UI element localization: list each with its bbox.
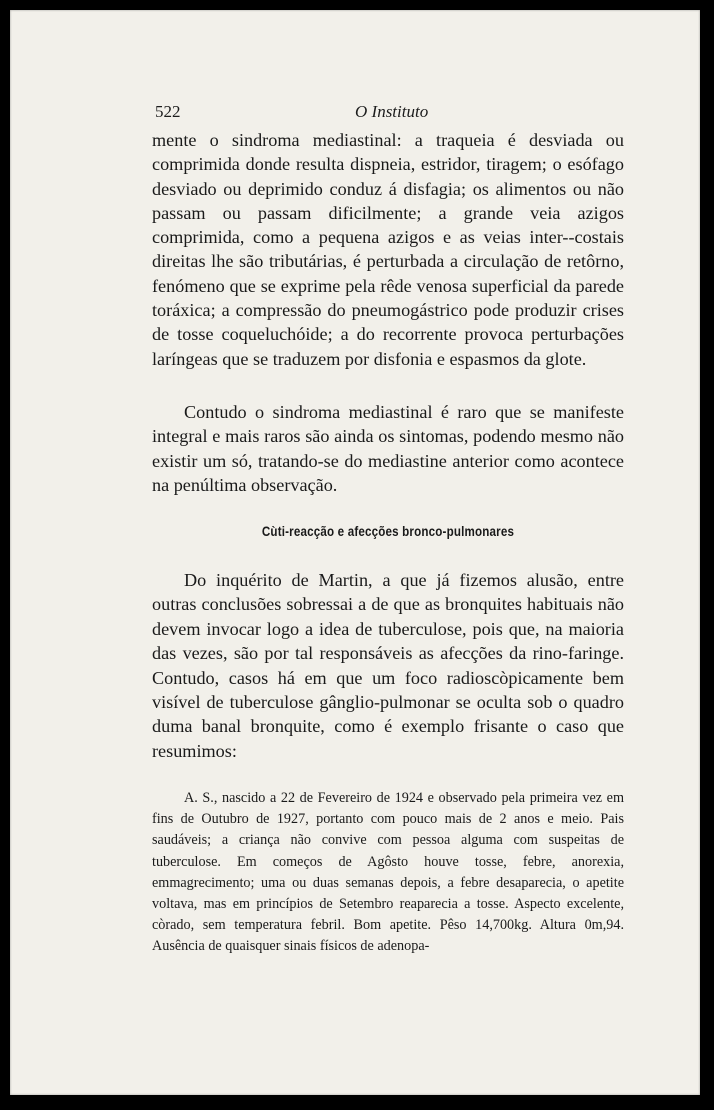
running-header xyxy=(155,102,565,126)
section-title: Cùti-reacção e afecções bronco-pulmonares xyxy=(261,524,515,539)
paragraph-case-report: A. S., nascido a 22 de Fevereiro de 1924 e observado pela primeira vez em fins de Outubro de 1927, portanto com pouco mais de 2 anos e meio. Pais saudáveis; a criança não convive com pessoa alguma com suspeitas de tuberculose. Em começos de Agôsto houve tosse, febre, anorexia, emmagrecimento; uma ou duas semanas depois, a febre desaparecia, o apetite voltava, mas em princípios de Setembro reaparecia a tosse. Aspecto excelente, còrado, sem temperatura febril. Bom apetite. Pêso 14,700kg. Altura 0m,94. Ausência de quaisquer sinais físicos de adenopa- xyxy=(152,790,624,955)
page-number: 522 xyxy=(155,102,181,121)
paragraph-contudo: Contudo o sindroma mediastinal é raro que se manifeste integral e mais raros são ainda os sintomas, podendo mesmo não existir um só, tratando-se do mediastine anterior como acontece na penúltima observação. xyxy=(152,402,624,495)
paragraph-mediastinal-syndrome: mente o sindroma mediastinal: a traqueia é desviada ou comprimida donde resulta dispneia, estridor, tiragem; o esófago desviado ou deprimido conduz á disfagia; os alimentos ou não passam ou passam dificilmente; a grande veia azigos comprimida, como a pequena azigos e as veias inter--costais direitas lhe são tributárias, é perturbada a circulação de retôrno, fenómeno que se exprime pela rêde venosa superficial da parede toráxica; a compressão do pneumogástrico pode produzir crises de tosse coqueluchóide; a do recorrente provoca perturbações laríngeas que se traduzem por disfonia e espasmos da glote. xyxy=(152,130,624,369)
journal-title: O Instituto xyxy=(355,102,429,121)
paragraph-martin-inquiry: Do inquérito de Martin, a que já fizemos alusão, entre outras conclusões sobressai a de que as bronquites habituais não devem invocar logo a idea de tuberculose, pois que, na maioria das vezes, são por tal responsáveis as afecções da rino-faringe. Contudo, casos há em que um foco radioscòpicamente bem visível de tuberculose gânglio-pulmonar se oculta sob o quadro duma banal bronquite, como é exemplo frisante o caso que resumimos: xyxy=(152,570,624,761)
